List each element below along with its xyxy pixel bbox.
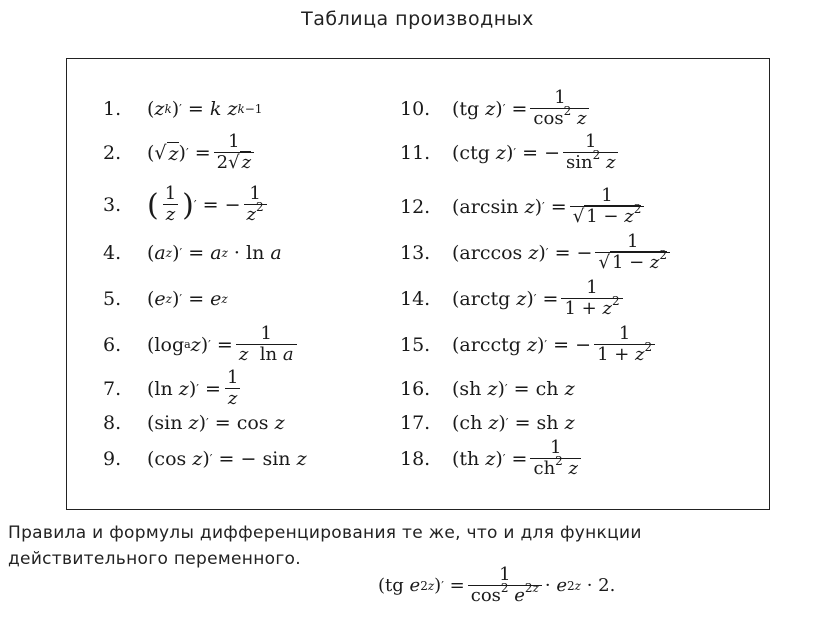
fn-cos: cos (533, 108, 564, 129)
formula-number: 6. (103, 334, 122, 356)
formula-number: 15. (400, 334, 431, 356)
fn-sin: sin (154, 412, 183, 434)
formula-2: 2. (√ z ) ′ = $\frac{1}{2√ z}$ (103, 136, 257, 170)
formula-number: 13. (400, 242, 431, 264)
formula-1: 1. ( z k ) ′ = k z k−1 (103, 98, 263, 120)
fn-sh: sh (459, 378, 482, 400)
fn-ch: ch (535, 378, 559, 400)
formula-number: 9. (103, 448, 122, 470)
fn-sin: sin (262, 448, 291, 470)
formula-number: 14. (400, 288, 431, 310)
fn-sh: sh (536, 412, 559, 434)
formula-9: 9. ( cos z ) ′ = − sin z (103, 448, 307, 470)
formula-number: 5. (103, 288, 122, 310)
rules-line-1: Правила и формулы дифференцирования те же, что и для функции (8, 523, 642, 543)
fraction: $\frac{1}{\cos^2 z}$ (530, 89, 589, 129)
fraction: $\frac{1}{\text{z ln a}}$ (236, 325, 297, 365)
fn-cos: cos (470, 584, 501, 606)
fraction: $\frac{1}{2√ z}$ (214, 133, 254, 173)
fn-sin: sin (566, 152, 593, 173)
rules-line-2: действительного переменного. (8, 549, 301, 569)
formula-3: 3. ( $\frac{1}{z}$ ) ′ = − $\frac{1}{z^2}$ (103, 188, 270, 222)
fn-arctg: arctg (459, 288, 511, 310)
formula-number: 2. (103, 142, 122, 164)
fn-ln: ln (154, 378, 173, 400)
formula-number: 8. (103, 412, 122, 434)
fn-th: th (459, 448, 480, 470)
formula-number: 18. (400, 448, 431, 470)
formula-13: 13. ( arccos z ) ′ = − $\frac{1}{√ 1 - z^2}$ (400, 236, 673, 270)
formula-18: 18. ( th z ) ′ = $\frac{1}{ch^2 z}$ (400, 442, 584, 476)
formula-7: 7. ( ln z ) ′ = $\frac{1}{z}$ (103, 372, 244, 406)
fn-ln: ln (246, 242, 265, 264)
formula-4: 4. ( a z ) ′ = a z · ln a (103, 242, 282, 264)
formula-number: 7. (103, 378, 122, 400)
formula-8: 8. ( sin z ) ′ = cos z (103, 412, 285, 434)
formula-number: 1. (103, 98, 122, 120)
formula-number: 16. (400, 378, 431, 400)
rules-paragraph (8, 520, 808, 572)
fn-tg: tg (385, 575, 404, 597)
example-formula: ( tg e 2z ) ′ = $\frac{1}{\cos^2 e^{2z}}$ · e 2z · 2. (378, 564, 616, 606)
formula-number: 12. (400, 196, 431, 218)
fraction: $\frac{1}{1 + z^2}$ (561, 279, 622, 319)
formula-number: 17. (400, 412, 431, 434)
formula-17: 17. ( ch z ) ′ = sh z (400, 412, 575, 434)
fn-arcsin: arcsin (459, 196, 519, 218)
fraction: $\frac{1}{√ 1 - z^2}$ (570, 187, 645, 227)
fraction: $\frac{1}{ch^2 z}$ (530, 439, 581, 479)
fn-arccos: arccos (459, 242, 523, 264)
fraction: $\frac{1}{\cos^2 e^{2z}}$ (468, 566, 542, 606)
fraction: $\frac{1}{1 + z^2}$ (594, 325, 655, 365)
formula-15: 15. ( arcctg z ) ′ = − $\frac{1}{1 + z^2}$ (400, 328, 658, 362)
formula-16: 16. ( sh z ) ′ = ch z (400, 378, 575, 400)
fraction: $\frac{1}{z^2}$ (244, 185, 267, 225)
formula-number: 4. (103, 242, 122, 264)
fn-cos: cos (154, 448, 187, 470)
fraction: $\frac{1}{\sin^2 z}$ (563, 133, 618, 173)
formula-10: 10. ( tg z ) ′ = $\frac{1}{\cos^2 z}$ (400, 92, 592, 126)
example-factor: 2. (598, 575, 616, 597)
fn-ch: ch (533, 458, 556, 479)
formula-11: 11. ( ctg z ) ′ = − $\frac{1}{\sin^2 z}$ (400, 136, 621, 170)
formula-12: 12. ( arcsin z ) ′ = $\frac{1}{√ 1 - z^2}$ (400, 190, 647, 224)
formula-number: 3. (103, 194, 122, 216)
fn-cos: cos (236, 412, 269, 434)
fn-arcctg: arcctg (459, 334, 521, 356)
fn-tg: tg (459, 98, 480, 120)
fn-ch: ch (459, 412, 483, 434)
fn-ctg: ctg (459, 142, 490, 164)
fn-ln: ln (259, 344, 278, 365)
fraction: $\frac{1}{√ 1 - z^2}$ (595, 233, 670, 273)
fraction: $\frac{1}{z}$ (224, 369, 241, 409)
formula-number: 11. (400, 142, 431, 164)
formula-5: 5. ( e z ) ′ = e z (103, 288, 228, 310)
fraction: $\frac{1}{z}$ (162, 185, 179, 225)
formula-number: 10. (400, 98, 431, 120)
page-title: Таблица производных (301, 8, 534, 30)
fn-log: log (154, 334, 185, 356)
formula-6: 6. ( log a z ) ′ = $\frac{1}{\text{z ln a}}$ (103, 328, 300, 362)
formula-14: 14. ( arctg z ) ′ = $\frac{1}{1 + z^2}$ (400, 282, 626, 316)
